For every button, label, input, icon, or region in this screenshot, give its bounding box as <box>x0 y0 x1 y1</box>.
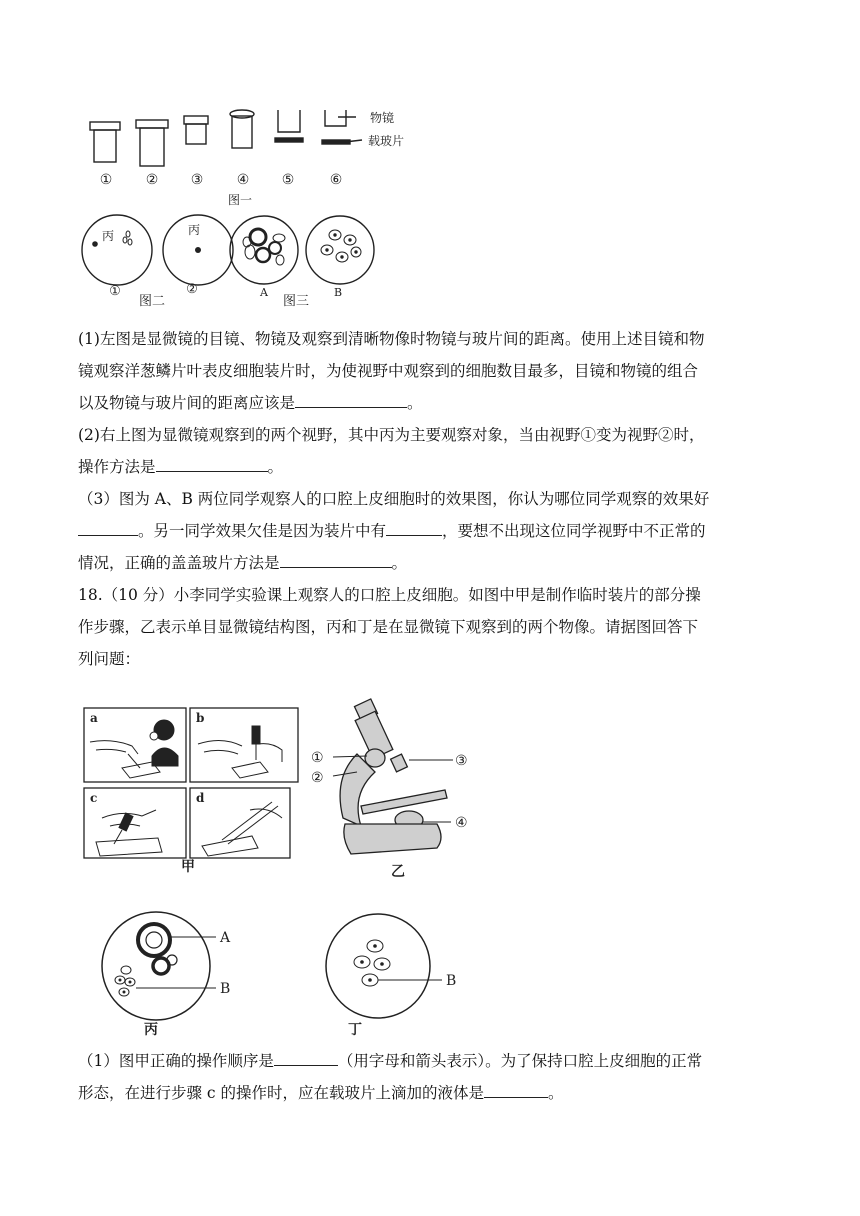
caption-ding: 丁 <box>348 1022 362 1038</box>
bing-label-A: A <box>220 930 231 946</box>
microscope-icon <box>340 699 447 854</box>
microscope-label-1: ① <box>311 750 324 766</box>
objective-3-icon <box>184 116 208 144</box>
fig3-caption: 图三 <box>282 294 310 309</box>
fig1-label-2: ② <box>145 172 159 188</box>
microscope-label-4: ④ <box>455 815 468 831</box>
answer-blank-q17-4[interactable] <box>386 517 442 536</box>
q17-part3-line3 <box>78 547 788 579</box>
step-b-dropper-icon <box>198 726 282 778</box>
fig3-label-A: A <box>260 286 268 299</box>
q18-sub1-block <box>78 1045 788 1109</box>
q17-part1-line1: (1)左图是显微镜的目镜、物镜及观察到清晰物像时物镜与玻片间的距离。使用上述目镜和物 <box>78 330 705 348</box>
slide-label: 载玻片 <box>368 134 405 148</box>
q18-intro-line3: 列问题： <box>78 650 141 668</box>
q18-sub1-line2-text: 形态，在进行步骤 c 的操作时，应在载玻片上滴加的液体是 <box>78 1084 485 1102</box>
field-of-view-1 <box>82 215 152 285</box>
step-d-label: d <box>196 791 205 805</box>
field-A-cheek-cells <box>230 216 298 284</box>
caption-jia: 甲 <box>181 859 195 875</box>
field-bing-with-bubbles <box>102 912 216 1020</box>
figure-bing-ding-fields <box>96 910 476 1038</box>
objective-slide-distance-6-icon <box>322 110 362 144</box>
fig1-label-5: ⑤ <box>281 172 295 188</box>
field-of-view-2 <box>163 215 233 285</box>
fig1-label-1: ① <box>99 172 113 188</box>
step-a-scraping-icon <box>90 720 178 778</box>
step-a-panel <box>84 708 186 782</box>
figure-microscope-lenses-and-fields <box>80 100 440 310</box>
field-label-bing-1: 丙 <box>102 229 115 243</box>
field-B-cheek-cells <box>306 216 374 284</box>
q17-part3-line1: （3）图为 A、B 两位同学观察人的口腔上皮细胞时的效果图，你认为哪位同学观察的效果好 <box>78 490 710 508</box>
answer-blank-q17-3[interactable] <box>78 517 138 536</box>
q17-part2-line2 <box>78 451 788 483</box>
fig2-caption: 图二 <box>138 294 166 309</box>
q17-part3-line2 <box>78 515 788 547</box>
q17-part3-line2-text2: ，要想不出现这位同学视野中不正常的 <box>442 522 706 540</box>
microscope-label-3: ③ <box>455 753 468 769</box>
q18-sub1-line2-end: 。 <box>548 1084 564 1102</box>
q17-part3-line3-text: 情况，正确的盖盖玻片方法是 <box>78 554 280 572</box>
fig2-label-1: ① <box>109 284 121 299</box>
q17-part2-line2-text: 操作方法是 <box>78 458 156 476</box>
q17-part3-line2-text: 。另一同学效果欠佳是因为装片中有 <box>138 522 387 540</box>
fig1-label-4: ④ <box>236 172 250 188</box>
caption-bing: 丙 <box>144 1022 158 1038</box>
eyepiece-1-icon <box>90 122 120 162</box>
caption-yi: 乙 <box>391 864 405 880</box>
objective-slide-distance-5-icon <box>275 110 303 142</box>
figure-jia-slide-steps <box>82 706 302 876</box>
answer-blank-q18-2[interactable] <box>484 1079 548 1098</box>
answer-blank-q17-5[interactable] <box>280 549 392 568</box>
answer-blank-q17-1[interactable] <box>295 389 407 408</box>
q17-part1-line3-text: 以及物镜与玻片间的距离应该是 <box>78 394 296 412</box>
fig2-label-2: ② <box>186 282 198 297</box>
step-a-label: a <box>90 711 98 725</box>
step-c-label: c <box>90 791 98 805</box>
field-label-bing-2: 丙 <box>188 223 201 237</box>
figure-yi-microscope <box>305 698 485 880</box>
q18-sub1-line1 <box>78 1045 788 1077</box>
answer-blank-q17-2[interactable] <box>156 453 268 472</box>
q18-sub1-line1-text: （1）图甲正确的操作顺序是 <box>78 1052 274 1070</box>
field-ding-cells <box>326 914 442 1018</box>
ding-label-B: B <box>446 973 457 989</box>
step-b-label: b <box>196 711 205 725</box>
q17-part1-line3-end: 。 <box>407 394 423 412</box>
fig1-label-3: ③ <box>190 172 204 188</box>
q18-intro-line1: 18.（10 分）小李同学实验课上观察人的口腔上皮细胞。如图中甲是制作临时装片的部分操 <box>78 586 701 604</box>
step-c-pipette-icon <box>96 810 162 856</box>
fig3-label-B: B <box>333 286 343 299</box>
q17-part2-line2-end: 。 <box>267 458 284 476</box>
fig1-caption: 图一 <box>228 193 253 207</box>
q17-part1-line2: 镜观察洋葱鳞片叶表皮细胞装片时，为使视野中观察到的细胞数目最多，目镜和物镜的组合 <box>78 362 699 380</box>
q18-sub1-line1-text2: （用字母和箭头表示）。为了保持口腔上皮细胞的正常 <box>337 1052 703 1070</box>
q18-sub1-line2 <box>78 1077 788 1109</box>
fig1-label-6: ⑥ <box>329 172 343 188</box>
objective-4-icon <box>230 110 254 148</box>
step-d-coverslip-icon <box>202 802 282 856</box>
step-b-panel <box>190 708 298 782</box>
q18-intro-line2: 作步骤，乙表示单目显微镜结构图，丙和丁是在显微镜下观察到的两个物像。请据图回答下 <box>78 618 699 636</box>
q17-part1-line3 <box>78 387 788 419</box>
microscope-label-2: ② <box>311 770 324 786</box>
eyepiece-2-icon <box>136 120 168 166</box>
step-c-panel <box>84 788 186 858</box>
q17-part3-line3-end: 。 <box>391 554 408 572</box>
objective-label: 物镜 <box>370 111 395 125</box>
q17-block <box>78 323 788 675</box>
q17-part2-line1: (2)右上图为显微镜观察到的两个视野，其中丙为主要观察对象，当由视野①变为视野②时， <box>78 426 705 444</box>
bing-label-B: B <box>220 981 231 997</box>
answer-blank-q18-1[interactable] <box>274 1047 338 1066</box>
step-d-panel <box>190 788 290 858</box>
